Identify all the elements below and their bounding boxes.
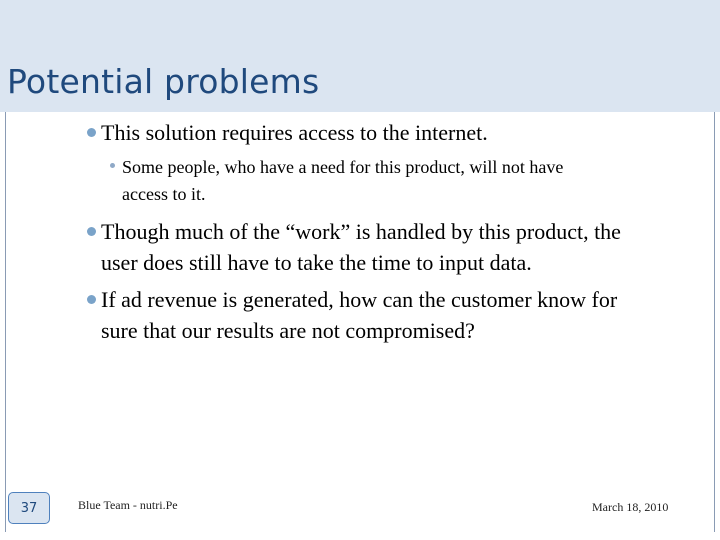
- footer-date: March 18, 2010: [592, 500, 669, 514]
- bullet-3-line-2: sure that our results are not compromised?: [101, 318, 475, 343]
- bullet-dot-icon: [87, 128, 96, 137]
- sub-bullet-dot-icon: [110, 163, 115, 168]
- slide-title: Potential problems: [7, 62, 320, 101]
- bullet-3-line-1: If ad revenue is generated, how can the customer know for: [101, 287, 618, 312]
- sub-bullet-1-line-2: access to it.: [122, 184, 206, 204]
- bullet-2-line-1: Though much of the “work” is handled by this product, the: [101, 219, 621, 244]
- footer-left-text: Blue Team - nutri.Pe: [78, 498, 178, 512]
- bullet-1-line-1: This solution requires access to the internet.: [101, 120, 488, 145]
- bullet-dot-icon: [87, 227, 96, 236]
- bullet-2-line-2: user does still have to take the time to input data.: [101, 250, 532, 275]
- sub-bullet-1-line-1: Some people, who have a need for this product, will not have: [122, 157, 564, 177]
- bullet-dot-icon: [87, 295, 96, 304]
- slide-number: 37: [8, 492, 50, 524]
